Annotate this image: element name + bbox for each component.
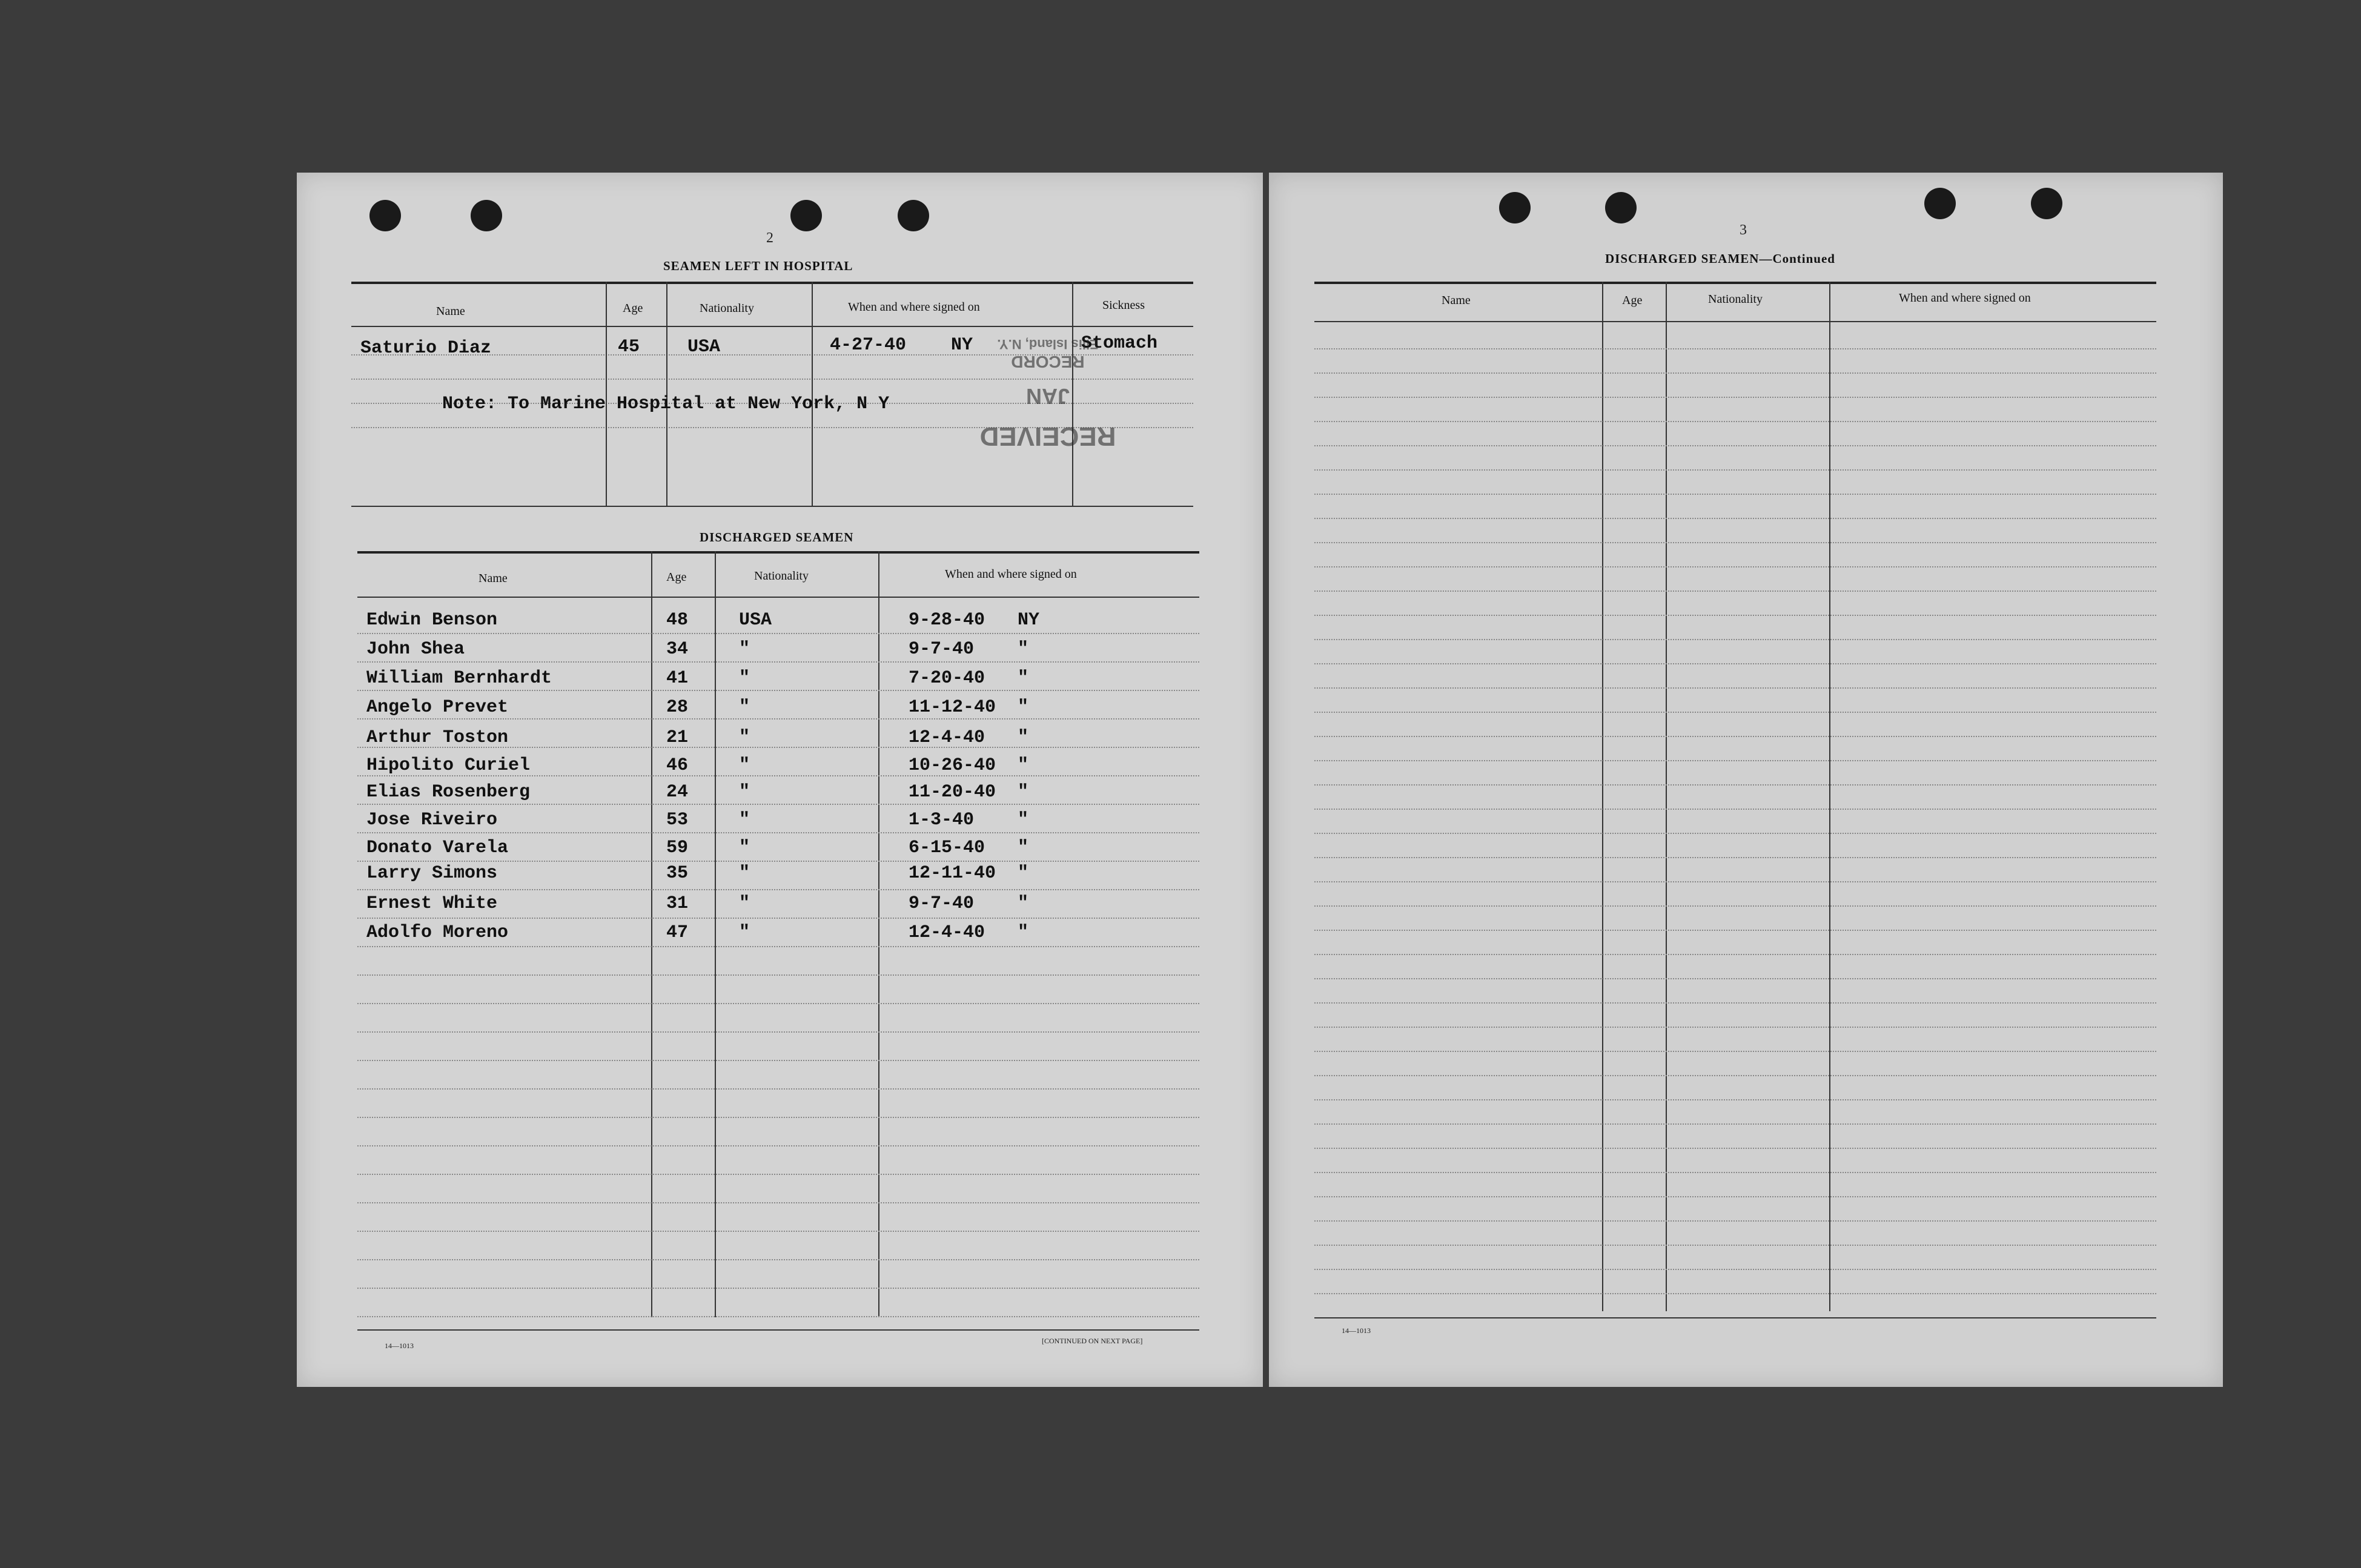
ruled-line	[1314, 518, 2156, 519]
ruled-line	[357, 690, 1199, 691]
ruled-line	[1314, 445, 2156, 446]
table-rule	[1314, 1317, 2156, 1318]
ruled-line	[1314, 881, 2156, 882]
seaman-signed-place: "	[1018, 755, 1029, 776]
ruled-line	[1314, 469, 2156, 471]
seaman-name: Donato Varela	[366, 838, 509, 858]
seaman-signed-date: 7-20-40	[909, 668, 985, 689]
continued-note: [CONTINUED ON NEXT PAGE]	[1042, 1337, 1143, 1345]
seaman-signed-date: 9-28-40	[909, 610, 985, 630]
ruled-line	[357, 946, 1199, 947]
seaman-name: John Shea	[366, 639, 465, 660]
table-rule	[351, 506, 1193, 507]
form-number: 14—1013	[385, 1341, 414, 1350]
ruled-line	[357, 1231, 1199, 1232]
ruled-line	[1314, 784, 2156, 786]
col-header-nationality: Nationality	[1708, 293, 1763, 306]
binder-hole	[1924, 188, 1956, 219]
ruled-line	[1314, 1027, 2156, 1028]
ruled-line	[357, 1202, 1199, 1203]
ruled-line	[1314, 1099, 2156, 1100]
ruled-line	[357, 1031, 1199, 1033]
seaman-signed-place: "	[1018, 838, 1029, 858]
seaman-signed-date: 6-15-40	[909, 838, 985, 858]
ruled-line	[1314, 1075, 2156, 1076]
seaman-nationality: "	[739, 639, 750, 660]
seaman-signed-date: 12-4-40	[909, 727, 985, 748]
seaman-signed-place: "	[1018, 668, 1029, 689]
col-header-age: Age	[1622, 294, 1643, 307]
seaman-name: Elias Rosenberg	[366, 782, 531, 802]
seaman-age: 47	[666, 922, 689, 943]
ruled-line	[357, 1174, 1199, 1175]
table-rule	[357, 1329, 1199, 1331]
hospital-note: Note: To Marine Hospital at New York, N Y	[442, 394, 890, 414]
hospital-place: NY	[951, 335, 973, 356]
seaman-age: 59	[666, 838, 689, 858]
ruled-line	[357, 1259, 1199, 1260]
seaman-signed-date: 11-20-40	[909, 782, 996, 802]
table-rule	[357, 597, 1199, 598]
seaman-name: Jose Riveiro	[366, 810, 498, 830]
ruled-line	[1314, 930, 2156, 931]
ruled-line	[357, 1003, 1199, 1004]
ruled-line	[357, 974, 1199, 976]
seaman-nationality: "	[739, 838, 750, 858]
column-divider	[1602, 282, 1603, 1311]
seaman-age: 48	[666, 610, 689, 630]
seaman-name: Larry Simons	[366, 863, 498, 884]
seaman-nationality: "	[739, 922, 750, 943]
seaman-name: Arthur Toston	[366, 727, 509, 748]
ruled-line	[1314, 1002, 2156, 1004]
col-header-age: Age	[666, 571, 687, 584]
ruled-line	[1314, 712, 2156, 713]
seaman-nationality: USA	[739, 610, 772, 630]
ruled-line	[1314, 542, 2156, 543]
seaman-nationality: "	[739, 755, 750, 776]
ruled-line	[1314, 1051, 2156, 1052]
ruled-line	[1314, 590, 2156, 592]
ruled-line	[357, 832, 1199, 833]
page-number: 3	[1740, 222, 1747, 238]
left-page	[297, 173, 1263, 1387]
ruled-line	[1314, 615, 2156, 616]
ruled-line	[357, 661, 1199, 663]
ruled-line	[357, 1060, 1199, 1061]
ruled-line	[1314, 397, 2156, 398]
seaman-signed-date: 10-26-40	[909, 755, 996, 776]
seaman-nationality: "	[739, 863, 750, 884]
ruled-line	[1314, 372, 2156, 374]
col-header-name: Name	[478, 572, 508, 585]
table-rule	[1314, 321, 2156, 322]
ruled-line	[357, 775, 1199, 776]
seaman-signed-date: 1-3-40	[909, 810, 975, 830]
seaman-signed-date: 12-11-40	[909, 863, 996, 884]
col-header-signed-on: When and where signed on	[1899, 291, 2031, 305]
seaman-name: Ernest White	[366, 893, 498, 914]
seaman-signed-place: "	[1018, 782, 1029, 802]
hospital-sickness: Stomach	[1081, 333, 1158, 354]
ruled-line	[1314, 809, 2156, 810]
page-number: 2	[766, 230, 773, 246]
ruled-line	[357, 1117, 1199, 1118]
hospital-name: Saturio Diaz	[360, 338, 492, 359]
hospital-date: 4-27-40	[830, 335, 907, 356]
seaman-age: 24	[666, 782, 689, 802]
seaman-age: 46	[666, 755, 689, 776]
table-rule	[357, 551, 1199, 554]
seaman-signed-date: 12-4-40	[909, 922, 985, 943]
seaman-age: 28	[666, 697, 689, 718]
binder-hole	[1605, 192, 1637, 223]
seaman-age: 34	[666, 639, 689, 660]
seaman-name: Edwin Benson	[366, 610, 498, 630]
ruled-line	[1314, 954, 2156, 955]
col-header-signed-on: When and where signed on	[945, 567, 1077, 581]
ruled-line	[1314, 1123, 2156, 1125]
column-divider	[1666, 282, 1667, 1311]
seaman-signed-place: "	[1018, 863, 1029, 884]
ruled-line	[357, 1316, 1199, 1317]
ruled-line	[1314, 760, 2156, 761]
binder-hole	[898, 200, 929, 231]
ruled-line	[1314, 1148, 2156, 1149]
ruled-line	[1314, 687, 2156, 689]
ruled-line	[1314, 857, 2156, 858]
col-header-name: Name	[1442, 294, 1471, 307]
hospital-nationality: USA	[687, 337, 721, 357]
ruled-line	[1314, 905, 2156, 907]
ruled-line	[1314, 348, 2156, 349]
seaman-signed-date: 11-12-40	[909, 697, 996, 718]
hospital-age: 45	[618, 337, 640, 357]
seaman-nationality: "	[739, 893, 750, 914]
ruled-line	[1314, 421, 2156, 422]
seaman-signed-place: "	[1018, 893, 1029, 914]
column-divider	[1829, 282, 1830, 1311]
ruled-line	[357, 804, 1199, 805]
ruled-line	[357, 747, 1199, 748]
seaman-signed-place: "	[1018, 697, 1029, 718]
ruled-line	[357, 1288, 1199, 1289]
seaman-age: 53	[666, 810, 689, 830]
ruled-line	[1314, 736, 2156, 737]
seaman-age: 41	[666, 668, 689, 689]
binder-hole	[1499, 192, 1531, 223]
seaman-signed-place: "	[1018, 810, 1029, 830]
ruled-line	[1314, 663, 2156, 664]
seaman-nationality: "	[739, 727, 750, 748]
seaman-age: 31	[666, 893, 689, 914]
ruled-line	[1314, 566, 2156, 567]
seaman-signed-place: NY	[1018, 610, 1040, 630]
seaman-signed-date: 9-7-40	[909, 639, 975, 660]
col-header-sickness: Sickness	[1102, 299, 1145, 312]
ruled-line	[357, 633, 1199, 634]
binder-hole	[369, 200, 401, 231]
ruled-line	[357, 1145, 1199, 1146]
binder-hole	[790, 200, 822, 231]
binder-hole	[2031, 188, 2062, 219]
seaman-nationality: "	[739, 668, 750, 689]
form-number: 14—1013	[1342, 1326, 1371, 1335]
hospital-section-title: SEAMEN LEFT IN HOSPITAL	[663, 259, 853, 273]
ruled-line	[1314, 1269, 2156, 1270]
right-page	[1269, 173, 2223, 1387]
ruled-line	[357, 718, 1199, 719]
table-rule	[1314, 282, 2156, 284]
ruled-line	[357, 861, 1199, 862]
ruled-line	[1314, 1293, 2156, 1294]
right-section-title: DISCHARGED SEAMEN—Continued	[1605, 251, 1835, 266]
seaman-age: 35	[666, 863, 689, 884]
col-header-signed-on: When and where signed on	[848, 300, 980, 314]
seaman-name: Adolfo Moreno	[366, 922, 509, 943]
ruled-line	[1314, 1172, 2156, 1173]
ruled-line	[1314, 1245, 2156, 1246]
seaman-signed-date: 9-7-40	[909, 893, 975, 914]
seaman-signed-place: "	[1018, 639, 1029, 660]
seaman-name: Hipolito Curiel	[366, 755, 531, 776]
ruled-line	[1314, 639, 2156, 640]
seaman-nationality: "	[739, 782, 750, 802]
col-header-name: Name	[436, 305, 465, 318]
seaman-nationality: "	[739, 810, 750, 830]
received-stamp: RECEIVED JAN RECORD Ellis Island, N.Y.	[979, 337, 1116, 451]
seaman-age: 21	[666, 727, 689, 748]
seaman-nationality: "	[739, 697, 750, 718]
table-rule	[351, 282, 1193, 284]
ruled-line	[1314, 494, 2156, 495]
ruled-line	[357, 889, 1199, 890]
ruled-line	[357, 918, 1199, 919]
ruled-line	[357, 1088, 1199, 1090]
ruled-line	[1314, 833, 2156, 834]
seaman-signed-place: "	[1018, 727, 1029, 748]
discharged-section-title: DISCHARGED SEAMEN	[700, 530, 854, 544]
seaman-name: William Bernhardt	[366, 668, 552, 689]
binder-hole	[471, 200, 502, 231]
col-header-nationality: Nationality	[700, 302, 754, 315]
col-header-nationality: Nationality	[754, 569, 809, 583]
ruled-line	[1314, 1196, 2156, 1197]
col-header-age: Age	[623, 302, 643, 315]
ruled-line	[1314, 1220, 2156, 1222]
seaman-signed-place: "	[1018, 922, 1029, 943]
ruled-line	[1314, 978, 2156, 979]
seaman-name: Angelo Prevet	[366, 697, 509, 718]
